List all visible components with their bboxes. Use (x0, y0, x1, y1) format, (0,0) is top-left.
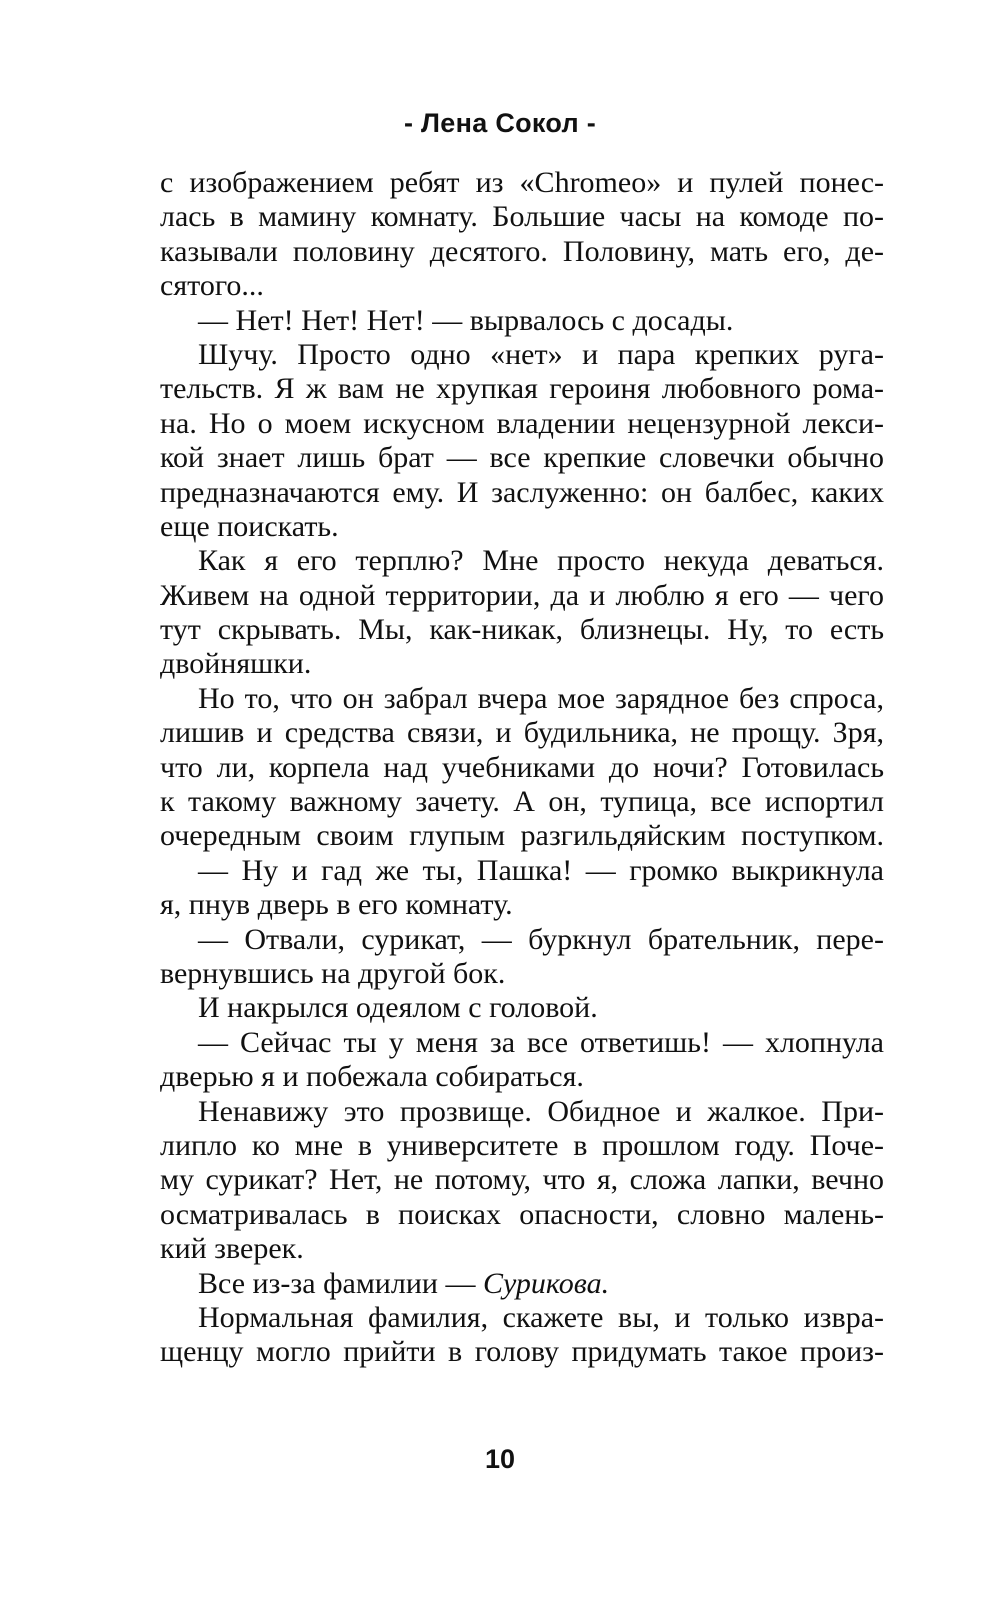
text-line (160, 1267, 884, 1301)
text-line: Шучу. Просто одно «нет» и пара крепких руга- (198, 337, 884, 371)
text-line: — Нет! Нет! Нет! — вырвалось с досады. (198, 303, 734, 337)
text-line: — Ну и гад же ты, Пашка! — громко выкрикнула (198, 853, 884, 887)
text-line: к такому важному зачету. А он, тупица, все испортил (160, 785, 884, 819)
text-line: му сурикат? Нет, не потому, что я, сложа лапки, вечно (160, 1163, 884, 1197)
text-line: на. Но о моем искусном владении нецензурной лекси- (160, 406, 884, 440)
text-line: липло ко мне в университете в прошлом году. Поче- (160, 1128, 884, 1162)
text-line: с изображением ребят из «Chromeo» и пулей понес- (160, 166, 884, 199)
text-line: казывали половину десятого. Половину, мать его, де- (160, 234, 884, 268)
text-line: щенцу могло прийти в голову придумать такое произ- (160, 1335, 884, 1369)
italic-surname: Сурикова. (482, 1266, 610, 1300)
text-line: я, пнув дверь в его комнату. (160, 888, 513, 922)
text-line: предназначаются ему. И заслуженно: он балбес, каких (160, 475, 884, 509)
text-line: Как я его терплю? Мне просто некуда деваться. (198, 544, 884, 578)
text-line: И накрылся одеялом с головой. (198, 991, 598, 1025)
text-line: дверью я и побежала собираться. (160, 1060, 584, 1094)
text-line-part: Все из-за фамилии — (198, 1266, 483, 1300)
text-line: кой знает лишь брат — все крепкие словечки обычно (160, 441, 884, 475)
text-line: лась в мамину комнату. Большие часы на комоде по- (160, 200, 884, 234)
text-line: очередным своим глупым разгильдяйским поступком. (160, 819, 884, 853)
page-number: 10 (484, 1444, 516, 1474)
text-line: — Отвали, сурикат, — буркнул брательник, пере- (198, 922, 884, 956)
text-line: — Сейчас ты у меня за все ответишь! — хлопнула (198, 1025, 884, 1059)
text-line: что ли, корпела над учебниками до ночи? Готовилась (160, 750, 884, 784)
text-line: сятого... (160, 269, 264, 303)
text-line: вернувшись на другой бок. (160, 956, 506, 990)
text-line: лишив и средства связи, и будильника, не прощу. Зря, (160, 716, 884, 750)
text-line: Живем на одной территории, да и люблю я его — чего (160, 578, 884, 612)
running-header-author: - Лена Сокол - (403, 108, 597, 138)
text-line: двойняшки. (160, 647, 312, 681)
text-line: кий зверек. (160, 1232, 304, 1266)
body-text (160, 166, 884, 1370)
text-line: осматривалась в поисках опасности, словно малень- (160, 1197, 884, 1231)
text-line: тельств. Я ж вам не хрупкая героиня любовного рома- (160, 372, 884, 406)
text-line: еще поискать. (160, 509, 339, 543)
text-line: Нормальная фамилия, скажете вы, и только извра- (198, 1300, 884, 1334)
text-line: тут скрывать. Мы, как-никак, близнецы. Ну, то есть (160, 613, 884, 647)
text-line: Ненавижу это прозвище. Обидное и жалкое. При- (198, 1094, 884, 1128)
text-line: Но то, что он забрал вчера мое зарядное без спроса, (198, 681, 884, 715)
